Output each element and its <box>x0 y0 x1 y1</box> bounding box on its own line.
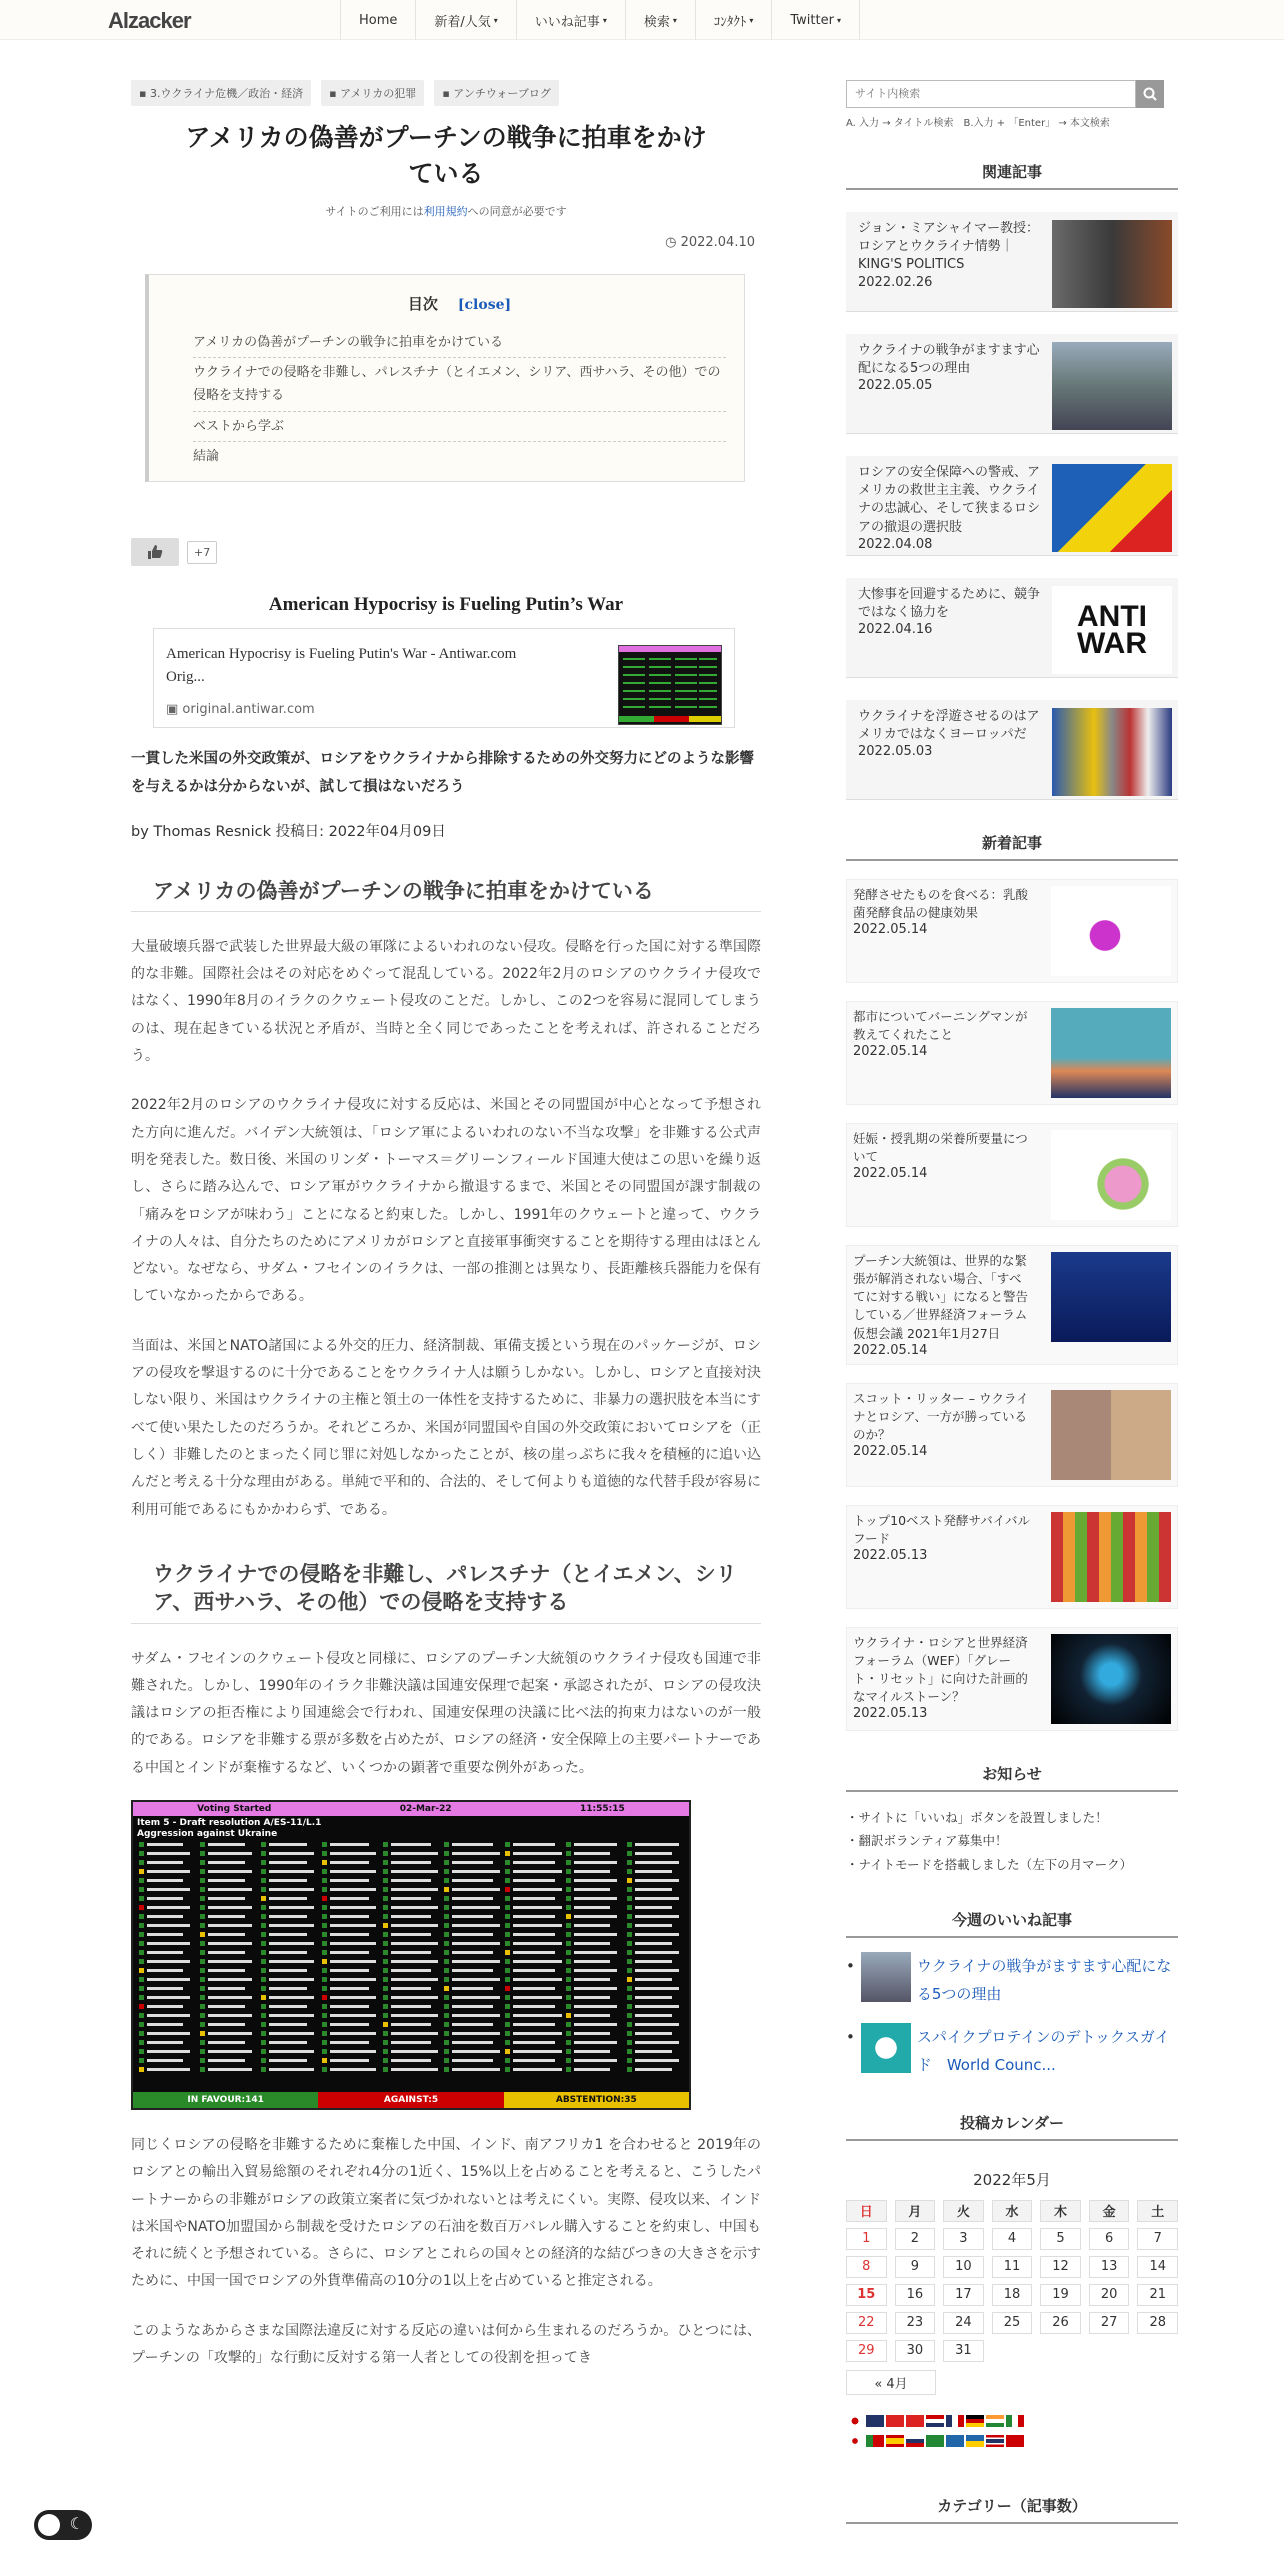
calendar-weekday: 火 <box>943 2200 984 2222</box>
new-post-title: プーチン大統領は、世界的な緊張が解消されない場合、「すべてに対する戦い」になると警告している／世界経済フォーラム仮想会議 2021年1月27日 <box>853 1253 1029 1341</box>
new-post-item[interactable] <box>846 879 1178 983</box>
toc-title: 目次 <box>407 294 438 313</box>
folder-icon: ▪ <box>442 87 454 100</box>
search-button[interactable] <box>1136 80 1164 108</box>
nav-liked[interactable] <box>517 0 626 40</box>
toc-heading <box>193 293 726 314</box>
new-post-date: 2022.05.14 <box>853 1166 928 1182</box>
clock-icon: ◷ <box>665 234 681 250</box>
link-card-url-text: original.antiwar.com <box>182 702 315 718</box>
category-label: アメリカの犯罪 <box>340 87 417 100</box>
notice-item: ・翻訳ボランティア募集中！ <box>846 1833 1008 1849</box>
new-post-thumbnail <box>1051 1252 1171 1342</box>
related-date: 2022.05.03 <box>858 744 933 760</box>
vote-tally <box>133 2092 689 2108</box>
related-date: 2022.02.26 <box>858 274 933 290</box>
new-post-item[interactable] <box>846 1245 1178 1365</box>
new-post-thumbnail <box>1051 1130 1171 1220</box>
moon-icon: ☾ <box>69 2514 84 2533</box>
flag-es-icon[interactable] <box>886 2435 904 2447</box>
related-title: ウクライナを浮遊させるのはアメリカではなくヨーロッパだ <box>858 709 1040 743</box>
article-byline: by Thomas Resnick 投稿日: 2022年04月09日 <box>131 823 446 840</box>
link-card-title: American Hypocrisy is Fueling Putin's War - Antiwar.com Orig... <box>166 646 517 685</box>
related-thumbnail <box>1052 342 1172 430</box>
calendar-day[interactable]: 11 <box>992 2256 1033 2278</box>
search-hint: A. 入力 → タイトル検索 B.入力 + 「Enter」 → 本文検索 <box>846 118 1110 129</box>
notice-prefix: サイトのご利用には <box>325 204 424 218</box>
calendar-day[interactable]: 19 <box>1040 2284 1081 2306</box>
related-title: 大惨事を回避するために、競争ではなく協力を <box>858 587 1041 621</box>
related-date: 2022.05.05 <box>858 378 933 394</box>
calendar-day[interactable]: 27 <box>1089 2312 1130 2334</box>
weekly-item[interactable]: • ウクライナの戦争がますます心配になる5つの理由 <box>846 1952 1178 2009</box>
toc-item[interactable]: ベストから学ぶ <box>193 412 726 442</box>
vote-item: Item 5 - Draft resolution A/ES-11/L.1 <box>137 1818 322 1828</box>
weekly-link[interactable]: スパイクプロテインのデトックスガイド World Counc... <box>916 2027 1170 2075</box>
vote-board-thumbnail <box>619 646 721 724</box>
chevron-down-icon: ▾ <box>836 15 841 25</box>
table-of-contents <box>145 274 745 483</box>
flag-hi-icon[interactable] <box>986 2415 1004 2427</box>
calendar-day[interactable]: 28 <box>1137 2312 1178 2334</box>
toc-item[interactable]: 結論 <box>193 449 220 465</box>
folder-icon: ▪ <box>329 87 341 100</box>
calendar-day[interactable]: 15 <box>846 2284 887 2306</box>
toc-item[interactable]: ウクライナでの侵略を非難し、パレスチナ（とイエメン、シリア、西サハラ、その他）での侵略を支持する <box>193 358 726 412</box>
flag-ru-icon[interactable] <box>906 2435 924 2447</box>
new-post-date: 2022.05.14 <box>853 1342 928 1358</box>
link-card-thumbnail <box>618 645 722 725</box>
calendar-day[interactable]: 10 <box>943 2256 984 2278</box>
flag-nl-icon[interactable] <box>926 2415 944 2427</box>
new-post-thumbnail <box>1051 1008 1171 1098</box>
flag-ar-icon[interactable] <box>926 2435 944 2447</box>
related-thumbnail <box>1052 464 1172 552</box>
section-heading: アメリカの偽善がプーチンの戦争に拍車をかけている <box>131 877 761 912</box>
new-post-title: トップ10ベスト発酵サバイバルフード <box>853 1512 1031 1546</box>
calendar-prev-link[interactable]: « 4月 <box>846 2370 936 2395</box>
calendar-weekday: 水 <box>992 2200 1033 2222</box>
calendar-day <box>1137 2340 1178 2362</box>
flag-it-icon[interactable] <box>1006 2415 1024 2427</box>
thumbs-up-icon <box>147 544 163 560</box>
category-tag[interactable] <box>434 80 559 106</box>
new-post-title: 都市についてバーニングマンが教えてくれたこと <box>853 1009 1028 1043</box>
vote-board-header <box>133 1802 689 1816</box>
nav-liked-label: いいね記事 <box>534 14 600 30</box>
calendar-day[interactable]: 14 <box>1137 2256 1178 2278</box>
calendar-day[interactable]: 5 <box>1040 2228 1081 2250</box>
chevron-down-icon: ▾ <box>493 15 498 25</box>
night-mode-toggle[interactable] <box>34 2510 92 2540</box>
category-label: 3.ウクライナ危機／政治・経済 <box>149 87 304 100</box>
flag-zh-tw-icon[interactable] <box>906 2415 924 2427</box>
calendar-day[interactable]: 2 <box>895 2228 936 2250</box>
new-post-date: 2022.05.13 <box>853 1547 928 1563</box>
nav-home-label: Home <box>359 12 398 28</box>
related-date: 2022.04.08 <box>858 536 933 552</box>
terms-link[interactable]: 利用規約 <box>423 204 468 218</box>
calendar-day <box>992 2340 1033 2362</box>
related-date: 2022.04.16 <box>858 622 933 638</box>
calendar-weekday: 木 <box>1040 2200 1081 2222</box>
flag-fr-icon[interactable] <box>946 2415 964 2427</box>
flag-zh-cn-icon[interactable] <box>886 2415 904 2427</box>
weekly-item[interactable]: • スパイクプロテインのデトックスガイド World Counc... <box>846 2023 1178 2080</box>
paragraph: 大量破壊兵器で武装した世界最大級の軍隊によるいわれのない侵攻。侵略を行った国に対する準国際的な非難。国際社会はその対応をめぐって混乱している。2022年2月のロシアのウクライナ侵攻ではなく、1990年8月のイラクのクウェート侵攻のことだ。しかし、この2つを容易に混同してしまうのは、現在起きている状況と矛盾が、当時と全く同じであったことを考えれば、許されることだろう。 <box>131 938 761 1065</box>
calendar-day[interactable]: 18 <box>992 2284 1033 2306</box>
related-item[interactable] <box>846 578 1178 678</box>
calendar-day[interactable]: 8 <box>846 2256 887 2278</box>
un-vote-board-image <box>131 1800 691 2110</box>
new-post-title: ウクライナ・ロシアと世界経済フォーラム（WEF）「グレート・リセット」に向けた計画的なマイルストーン？ <box>853 1634 1028 1704</box>
link-card[interactable] <box>153 628 735 728</box>
notice-list <box>846 1806 1178 1877</box>
flag-ko-icon[interactable] <box>846 2435 864 2447</box>
calendar-day[interactable]: 9 <box>895 2256 936 2278</box>
chevron-down-icon: ▾ <box>749 15 754 25</box>
related-item[interactable] <box>846 334 1178 434</box>
language-flags-row-1 <box>846 2415 1178 2427</box>
new-post-title: 妊娠・授乳期の栄養所要量について <box>853 1131 1028 1165</box>
new-posts-heading: 新着記事 <box>846 832 1178 861</box>
calendar-weekday: 月 <box>895 2200 936 2222</box>
article-main <box>131 80 761 2372</box>
calendar-weekday: 土 <box>1137 2200 1178 2222</box>
main-nav <box>340 0 860 40</box>
flag-tr-icon[interactable] <box>1006 2435 1024 2447</box>
calendar-day[interactable]: 7 <box>1137 2228 1178 2250</box>
related-title: ロシアの安全保障への警戒、アメリカの救世主主義、ウクライナの忠誠心、そして狭まるロシアの撤退の選択肢 <box>858 465 1041 535</box>
calendar-day[interactable]: 20 <box>1089 2284 1130 2306</box>
search-input[interactable] <box>846 80 1136 108</box>
folder-icon: ▪ <box>139 87 150 100</box>
paragraph: 当面は、米国とNATO諸国による外交的圧力、経済制裁、軍備支援という現在のパッケージが、ロシアの侵攻を撃退するのに十分であることをウクライナ人は願うしかない。しかし、ロシアと直接対決しない限り、米国はウクライナの主権と領土の一体性を支持するために、非暴力の選択肢を本当にすべて使い果たしたのだろうか。それどころか、米国が同盟国や自国の外交政策においてロシアを（正しく）非難したのとまったく同じ罪に対処しなかったことが、核の崖っぷちに我々を積極的に追い込んだと考える十分な理由がある。単純で平和的、合法的、そして何よりも道徳的な代替手段が容易に利用可能であるにもかかわらず、である。 <box>131 1337 761 1518</box>
toc-close-link[interactable]: [close] <box>457 296 512 313</box>
calendar-day[interactable]: 3 <box>943 2228 984 2250</box>
like-button[interactable] <box>131 538 179 566</box>
calendar-day[interactable]: 31 <box>943 2340 984 2362</box>
calendar-caption: 2022年5月 <box>973 2170 1051 2189</box>
new-post-item[interactable] <box>846 1505 1178 1609</box>
new-post-date: 2022.05.14 <box>853 1444 928 1459</box>
notice-item: ・ナイトモードを搭載しました（左下の月マーク） <box>846 1857 1133 1873</box>
chevron-down-icon: ▾ <box>672 15 677 25</box>
new-post-title: スコット・リッター – ウクライナとロシア、一方が勝っているのか？ <box>853 1390 1029 1442</box>
search-box <box>846 80 1178 108</box>
vote-abstention: ABSTENTION:35 <box>504 2092 689 2108</box>
nav-contact-label: ｺﾝﾀｸﾄ <box>713 14 747 30</box>
sidebar <box>846 80 1178 2524</box>
flag-pt-icon[interactable] <box>866 2435 884 2447</box>
nav-search[interactable] <box>626 0 696 40</box>
calendar-day[interactable]: 6 <box>1089 2228 1130 2250</box>
nav-contact[interactable] <box>696 0 773 40</box>
calendar-day[interactable]: 17 <box>943 2284 984 2306</box>
related-item[interactable] <box>846 700 1178 800</box>
language-flags-row-2 <box>846 2435 1178 2447</box>
calendar-day[interactable]: 13 <box>1089 2256 1130 2278</box>
notice-text: 翻訳ボランティア募集中！ <box>858 1833 1008 1849</box>
calendar-day[interactable]: 1 <box>846 2228 887 2250</box>
calendar-weekday: 日 <box>846 2200 887 2222</box>
flag-ja-icon[interactable] <box>846 2415 864 2427</box>
article-lead: 一貫した米国の外交政策が、ロシアをウクライナから排除するための外交努力にどのような影響を与えるかは分からないが、試して損はないだろう <box>131 751 755 795</box>
favicon-icon: ▣ <box>166 702 183 718</box>
new-post-item[interactable] <box>846 1627 1178 1731</box>
category-tags <box>131 80 761 106</box>
antiwar-logo-thumbnail: ANTI WAR <box>1052 586 1172 674</box>
flag-de-icon[interactable] <box>966 2415 984 2427</box>
new-post-thumbnail <box>1051 886 1171 976</box>
like-area <box>131 538 761 566</box>
like-count: +7 <box>187 541 217 564</box>
nav-twitter-label: Twitter <box>790 12 834 28</box>
vote-date: 02-Mar-22 <box>399 1804 452 1814</box>
calendar-day[interactable]: 12 <box>1040 2256 1081 2278</box>
calendar-day[interactable]: 21 <box>1137 2284 1178 2306</box>
paragraph: 同じくロシアの侵略を非難するために棄権した中国、インド、南アフリカ1 を合わせると 2019年のロシアとの輸出入貿易総額のそれぞれ4分の1近く、15%以上を占めることを考えると、こうしたパートナーからの非難がロシアの政策立案者に気づかれないとは考えにくい。実際、侵攻以来、インドは米国やNATO加盟国から制裁を受けたロシアの石油を数百万バレル購入することを約束し、中国もそれに続くと予想されている。さらに、ロシアとこれらの国々との経済的な結びつきの大きさを示すために、中国一国でロシアの外貨準備高の10分の1以上を占めていると推定される。 <box>131 2137 761 2290</box>
new-post-item[interactable] <box>846 1123 1178 1227</box>
nav-new-label: 新着/人気 <box>434 14 491 30</box>
weekly-link[interactable]: ウクライナの戦争がますます心配になる5つの理由 <box>916 1956 1172 2004</box>
calendar-day[interactable]: 22 <box>846 2312 887 2334</box>
toc-item[interactable]: アメリカの偽善がプーチンの戦争に拍車をかけている <box>193 328 726 358</box>
vote-started-label: Voting Started <box>197 1804 272 1814</box>
nav-search-label: 検索 <box>643 14 670 30</box>
new-post-item[interactable] <box>846 1383 1178 1487</box>
calendar-day[interactable]: 26 <box>1040 2312 1081 2334</box>
paragraph: 2022年2月のロシアのウクライナ侵攻に対する反応は、米国とその同盟国が中心となって予想された方向に進んだ。バイデン大統領は、「ロシア軍によるいわれのない不当な攻撃」を非難する公式声明を発表した。数日後、米国のリンダ・トーマス＝グリーンフィールド国連大使はこの思いを繰り返し、さらに踏み込んで、ロシア軍がウクライナから撤退するまで、米国とその同盟国が課す制裁の「痛みをロシアが味わう」ことになると約束した。しかし、1991年のクウェートと違って、ウクライナの人々は、自分たちのためにアメリカがロシアと直接軍事衝突することを期待する理由はほとんどない。なぜなら、サダム・フセインのイラクは、一部の推測とは異なり、長距離核兵器能力を保有していなかったからである。 <box>131 1097 761 1305</box>
vote-favour: IN FAVOUR:141 <box>133 2092 318 2108</box>
related-item[interactable] <box>846 456 1178 556</box>
notice-heading: お知らせ <box>846 1763 1178 1792</box>
category-tag[interactable] <box>131 80 311 106</box>
vote-time: 11:55:15 <box>580 1804 625 1814</box>
related-title: ジョン・ミアシャイマー教授：ロシアとウクライナ情勢｜KING'S POLITICS <box>858 221 1039 273</box>
calendar-day <box>1089 2340 1130 2362</box>
notice-suffix: への同意が必要です <box>467 204 567 218</box>
new-post-thumbnail <box>1051 1512 1171 1602</box>
weekly-likes-heading: 今週のいいね記事 <box>846 1909 1178 1938</box>
section-heading: ウクライナでの侵略を非難し、パレスチナ（とイエメン、シリア、西サハラ、その他）での侵略を支持する <box>131 1560 761 1624</box>
category-heading: カテゴリー（記事数） <box>846 2495 1178 2524</box>
vote-against: AGAINST:5 <box>318 2092 503 2108</box>
calendar-day[interactable]: 4 <box>992 2228 1033 2250</box>
related-item[interactable] <box>846 212 1178 312</box>
site-header <box>0 0 1284 40</box>
post-date-text: 2022.04.10 <box>680 234 755 250</box>
calendar-day[interactable]: 24 <box>943 2312 984 2334</box>
chevron-down-icon: ▾ <box>602 15 607 25</box>
post-date <box>131 235 755 250</box>
toggle-knob <box>38 2514 60 2536</box>
calendar-day[interactable]: 23 <box>895 2312 936 2334</box>
nav-twitter[interactable] <box>772 0 860 40</box>
calendar-day <box>1040 2340 1081 2362</box>
search-icon <box>1143 87 1157 101</box>
vote-item-label <box>137 1818 321 1840</box>
related-heading: 関連記事 <box>846 161 1178 190</box>
calendar-day[interactable]: 25 <box>992 2312 1033 2334</box>
new-post-thumbnail <box>1051 1634 1171 1724</box>
category-label: アンチウォーブログ <box>453 87 551 100</box>
new-post-date: 2022.05.13 <box>853 1706 928 1722</box>
notice-text: ナイトモードを搭載しました（左下の月マーク） <box>858 1857 1133 1873</box>
flag-th-icon[interactable] <box>986 2435 1004 2447</box>
embed-heading[interactable]: American Hypocrisy is Fueling Putin’s War <box>268 594 624 616</box>
calendar-day[interactable]: 16 <box>895 2284 936 2306</box>
notice-text: サイトに「いいね」ボタンを設置しました！ <box>858 1809 1108 1825</box>
new-post-title: 発酵させたものを食べる：乳酸菌発酵食品の健康効果 <box>853 887 1029 921</box>
vote-item-subject: Aggression against Ukraine <box>137 1828 278 1839</box>
category-tag[interactable] <box>321 80 424 106</box>
weekly-thumbnail <box>861 1952 911 2002</box>
new-post-thumbnail <box>1051 1390 1171 1480</box>
related-title: ウクライナの戦争がますます心配になる5つの理由 <box>858 343 1040 377</box>
nav-home[interactable] <box>340 0 416 40</box>
related-thumbnail <box>1052 708 1172 796</box>
related-thumbnail <box>1052 220 1172 308</box>
flag-uk-icon[interactable] <box>966 2435 984 2447</box>
paragraph: サダム・フセインのクウェート侵攻と同様に、ロシアのプーチン大統領のウクライナ侵攻も国連で非難された。しかし、1990年のイラク非難決議は国連安保理で起案・承認されたが、ロシアの侵攻決議はロシアの拒否権により国連総会で行われ、国連安保理の決議に比べ法的拘束力はないのが一般的である。ロシアを非難する票が多数を占めたが、ロシアの経済・安全保障上の主要パートナーである中国とインドが棄権するなど、いくつかの顕著で重要な例外があった。 <box>131 1650 761 1776</box>
calendar-day[interactable]: 30 <box>895 2340 936 2362</box>
flag-sv-icon[interactable] <box>946 2435 964 2447</box>
link-card-url <box>166 702 315 717</box>
nav-new-popular[interactable] <box>416 0 516 40</box>
article-title: アメリカの偽善がプーチンの戦争に拍車をかけている <box>185 123 707 189</box>
new-post-date: 2022.05.14 <box>853 922 928 938</box>
site-logo[interactable]: Alzacker <box>108 8 191 33</box>
new-post-item[interactable] <box>846 1001 1178 1105</box>
flag-en-icon[interactable] <box>866 2415 884 2427</box>
weekly-thumbnail <box>861 2023 911 2073</box>
vote-grid <box>135 1842 691 2078</box>
calendar-grid <box>846 2200 1178 2362</box>
calendar-heading: 投稿カレンダー <box>846 2112 1178 2141</box>
terms-notice <box>131 203 761 219</box>
paragraph: このようなあからさまな国際法違反に対する反応の違いは何から生まれるのだろうか。ひとつには、プーチンの「攻撃的」な行動に反対する第一人者としての役割を担ってき <box>131 2322 761 2367</box>
calendar-day[interactable]: 29 <box>846 2340 887 2362</box>
calendar-weekday: 金 <box>1089 2200 1130 2222</box>
notice-item: ・サイトに「いいね」ボタンを設置しました！ <box>846 1809 1108 1825</box>
new-post-date: 2022.05.14 <box>853 1044 928 1060</box>
